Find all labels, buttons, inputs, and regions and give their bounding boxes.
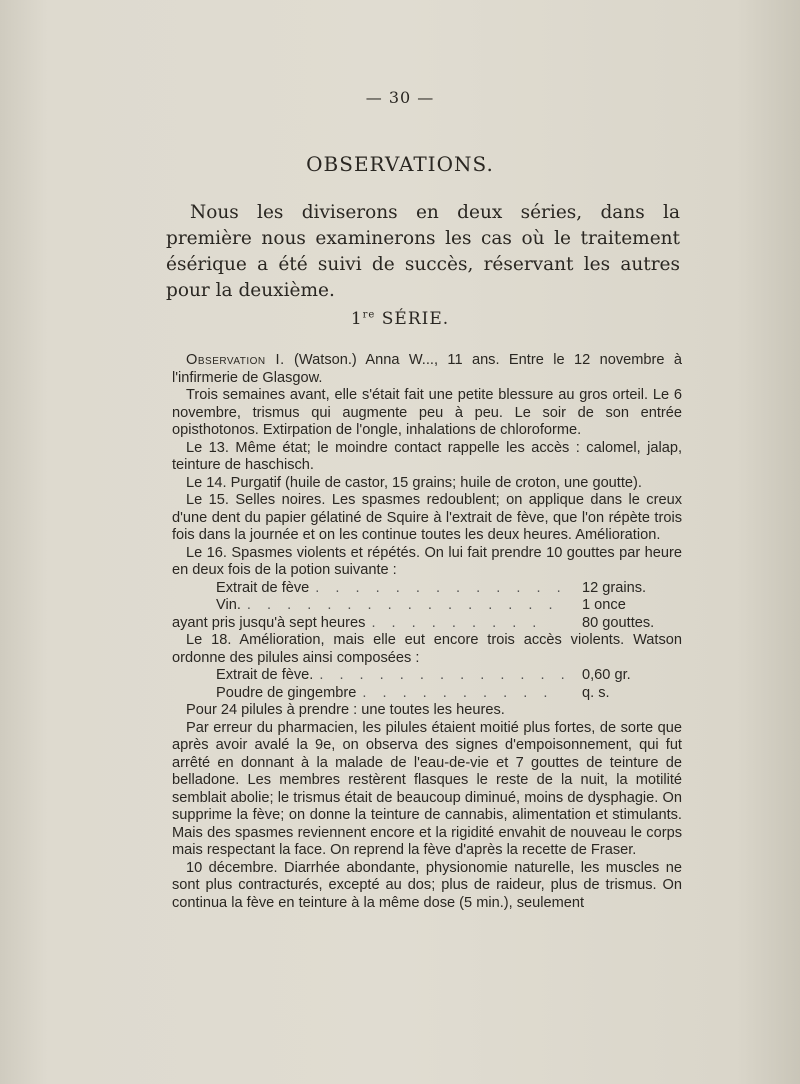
- paragraph: Trois semaines avant, elle s'était fait une petite blessure au gros orteil. Le 6 novembre, trismus qui augmente peu à peu. Le soir de son entrée opisthotonos. Extirpation de l'ongle, inhalations de chloroforme.: [172, 387, 682, 438]
- leader-dots: . . . . . . . . . . . . . . . .: [246, 597, 559, 613]
- leader-dots: . . . . . . . . . . . . .: [315, 579, 567, 596]
- recipe-ingredient: Poudre de gingembre: [216, 684, 357, 701]
- recipe-row: [172, 685, 682, 703]
- paragraph: Le 16. Spasmes violents et répétés. On lui fait prendre 10 gouttes par heure en deux fois de la potion suivante :: [172, 544, 682, 578]
- recipe-row: [172, 597, 682, 615]
- paragraph: Le 18. Amélioration, mais elle eut encore trois accès violents. Watson ordonne des pilules ainsi composées :: [172, 632, 682, 666]
- recipe-amount: 80 gouttes.: [582, 614, 655, 631]
- paragraph: Le 13. Même état; le moindre contact rappelle les accès : calomel, jalap, teinture de haschisch.: [172, 439, 682, 473]
- series-number: 1: [350, 309, 363, 329]
- recipe-ingredient: Vin.: [216, 597, 241, 613]
- observation-label: Observation I.: [186, 352, 285, 368]
- recipe-row: [172, 667, 682, 685]
- recipe-amount: 12 grains.: [582, 579, 647, 596]
- paragraph: 10 décembre. Diarrhée abondante, physionomie naturelle, les muscles ne sont plus contracturés, excepté au dos; plus de raideur, plus de trismus. On continua la fève en teinture à la même dose (5 min.), seulement: [172, 859, 682, 911]
- series-heading: [0, 309, 800, 329]
- recipe-ingredient: Extrait de fève: [216, 579, 310, 596]
- recipe-amount: 1 once: [582, 597, 626, 613]
- page-title: OBSERVATIONS.: [306, 152, 494, 176]
- paragraph: Le 14. Purgatif (huile de castor, 15 grains; huile de croton, une goutte).: [186, 474, 642, 491]
- paragraph: Le 15. Selles noires. Les spasmes redoublent; on applique dans le creux d'une dent du papier gélatiné de Squire à l'extrait de fève, que l'on répète trois fois dans la journée et on les continue toutes les deux heures. Amélioration.: [172, 492, 682, 543]
- recipe-amount: q. s.: [582, 684, 610, 701]
- intro-text: Nous les diviserons en deux séries, dans la première nous examinerons les cas où le traitement ésérique a été suivi de succès, réservant les autres pour la deuxième.: [166, 202, 680, 301]
- leader-dots: . . . . . . . . . .: [362, 684, 554, 701]
- recipe-ingredient: ayant pris jusqu'à sept heures: [172, 614, 366, 631]
- series-ordinal: re: [362, 309, 376, 321]
- recipe-row: [172, 615, 682, 633]
- intro-paragraph: [166, 200, 680, 304]
- page-number: — 30 —: [365, 88, 435, 107]
- observation-intro: (Watson.) Anna W..., 11 ans. Entre le 12 novembre à l'infirmerie de Glasgow.: [172, 352, 683, 386]
- series-label: SÉRIE.: [375, 309, 450, 329]
- paragraph: Pour 24 pilules à prendre : une toutes les heures.: [186, 702, 505, 718]
- paragraph: Par erreur du pharmacien, les pilules étaient moitié plus fortes, de sorte que après avoir avalé la 9e, on observa des signes d'empoisonnement, qui fut arrêté en donnant à la malade de l'eau-de-vie et 7 gouttes de teinture de belladone. Les membres restèrent flasques le reste de la nuit, la motilité semblait abolie; le trismus était de beaucoup diminué, moins de dysphagie. On supprime la fève; on donne la teinture de cannabis, alimentation et stimulants. Mais des spasmes reviennent encore et la rigidité envahit de nouveau le corps mais respectant la face. On reprend la fève d'après la recette de Fraser.: [172, 719, 682, 858]
- leader-dots: . . . . . . . . . . . . .: [319, 667, 571, 683]
- recipe-row: [172, 580, 682, 598]
- observation-heading: [172, 352, 682, 387]
- recipe-ingredient: Extrait de fève.: [216, 667, 314, 683]
- observation-body: [172, 352, 682, 912]
- recipe-amount: 0,60 gr.: [582, 667, 631, 683]
- leader-dots: . . . . . . . . .: [371, 614, 543, 631]
